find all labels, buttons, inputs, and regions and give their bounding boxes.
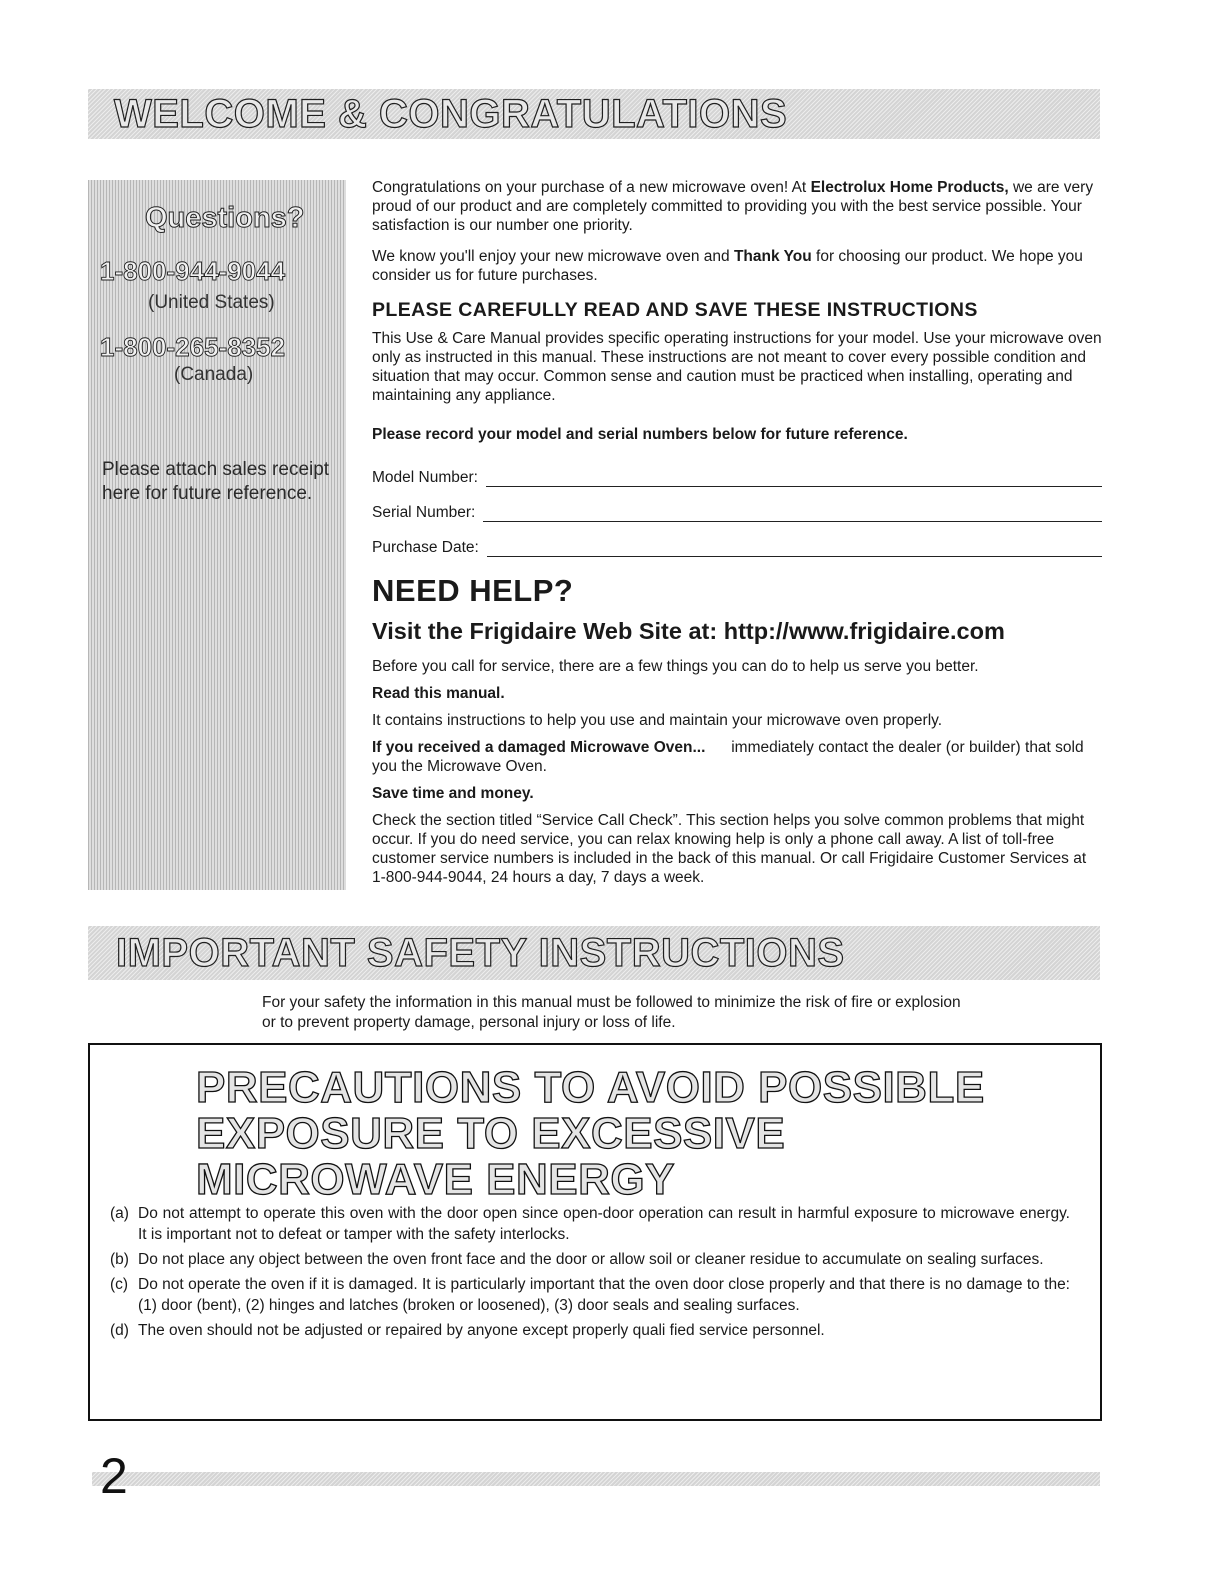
- questions-title: Questions?: [145, 202, 305, 234]
- damaged-oven-heading: If you received a damaged Microwave Oven...: [372, 739, 706, 756]
- purchase-date-label: Purchase Date:: [372, 539, 479, 556]
- save-time-heading: Save time and money.: [372, 785, 534, 802]
- serial-number-label: Serial Number:: [372, 504, 476, 521]
- phone-us: 1-800-944-9044: [100, 256, 286, 286]
- precaution-item: (c) Do not operate the oven if it is damaged. It is particularly important that the oven door close properly and that there is no damage to the: (1) door (bent), (2) hinges and latches (broken or loosened), (3) door seals and sealing surfaces.: [110, 1276, 1070, 1314]
- welcome-paragraph-2: We know you'll enjoy your new microwave oven and Thank You for choosing our product. We hope you consider us for future purchases.: [372, 248, 1083, 284]
- region-canada: (Canada): [174, 364, 254, 385]
- precautions-box: [88, 1043, 1102, 1421]
- serial-number-field: [372, 504, 1102, 522]
- phone-canada: 1-800-265-8352: [100, 332, 286, 362]
- welcome-banner-title: WELCOME & CONGRATULATIONS: [114, 91, 788, 136]
- read-manual-body: It contains instructions to help you use and maintain your microwave oven properly.: [372, 712, 943, 729]
- instructions-body: This Use & Care Manual provides specific operating instructions for your model. Use your microwave oven only as instructed in this manual. These instructions are not meant to cover every possible condition and situation that may occur. Common sense and caution must be practiced when installing, operating and maintaining any appliance.: [372, 330, 1102, 404]
- questions-sidebar: [88, 180, 346, 890]
- model-number-label: Model Number:: [372, 469, 478, 486]
- model-number-field: [372, 469, 1102, 487]
- precaution-item: (b) Do not place any object between the oven front face and the door or allow soil or cleaner residue to accumulate on sealing surfaces.: [110, 1251, 1044, 1268]
- read-manual-heading: Read this manual.: [372, 685, 505, 702]
- instructions-heading: PLEASE CAREFULLY READ AND SAVE THESE INSTRUCTIONS: [372, 299, 978, 321]
- receipt-note: Please attach sales receipt here for future reference.: [102, 459, 330, 504]
- welcome-banner: [88, 89, 1100, 139]
- damaged-oven-paragraph: If you received a damaged Microwave Oven... immediately contact the dealer (or builder) that sold you the Microwave Oven.: [372, 739, 1084, 775]
- precautions-title: PRECAUTIONS TO AVOID POSSIBLE EXPOSURE TO EXCESSIVE MICROWAVE ENERGY: [196, 1063, 985, 1204]
- region-us: (United States): [148, 292, 275, 313]
- footer-bar: [92, 1472, 1100, 1486]
- precautions-list: [110, 1203, 1070, 1345]
- thank-you: Thank You: [733, 248, 812, 265]
- need-help-heading: NEED HELP?: [372, 573, 574, 608]
- welcome-paragraph-1: Congratulations on your purchase of a new microwave oven! At Electrolux Home Products, we are very proud of our product and are completely committed to providing you with the best service possible. Your satisfaction is our number one priority.: [372, 179, 1094, 234]
- purchase-date-field: [372, 539, 1102, 557]
- save-time-body: Check the section titled “Service Call Check”. This section helps you solve common problems that might occur. If you do need service, you can relax knowing help is only a phone call away. A list of toll-free customer service numbers is included in the back of this manual. Or call Frigidaire Customer Services at 1-800-944-9044, 24 hours a day, 7 days a week.: [372, 812, 1087, 886]
- website-link[interactable]: Visit the Frigidaire Web Site at: http://www.frigidaire.com: [372, 618, 1005, 644]
- precaution-item: (d) The oven should not be adjusted or repaired by anyone except properly quali fied service personnel.: [110, 1322, 825, 1339]
- help-intro: Before you call for service, there are a few things you can do to help us serve you better.: [372, 658, 979, 675]
- safety-intro: For your safety the information in this manual must be followed to minimize the risk of fire or explosion or to prevent property damage, personal injury or loss of life.: [262, 994, 961, 1031]
- page-number: 2: [100, 1448, 128, 1504]
- brand-name: Electrolux Home Products,: [810, 179, 1009, 196]
- precaution-item: (a) Do not attempt to operate this oven with the door open since open-door operation can result in harmful exposure to microwave energy. It is important not to defeat or tamper with the safety interlocks.: [110, 1205, 1070, 1243]
- safety-banner: [88, 926, 1100, 980]
- record-note: Please record your model and serial numbers below for future reference.: [372, 426, 908, 443]
- safety-banner-title: IMPORTANT SAFETY INSTRUCTIONS: [116, 930, 845, 975]
